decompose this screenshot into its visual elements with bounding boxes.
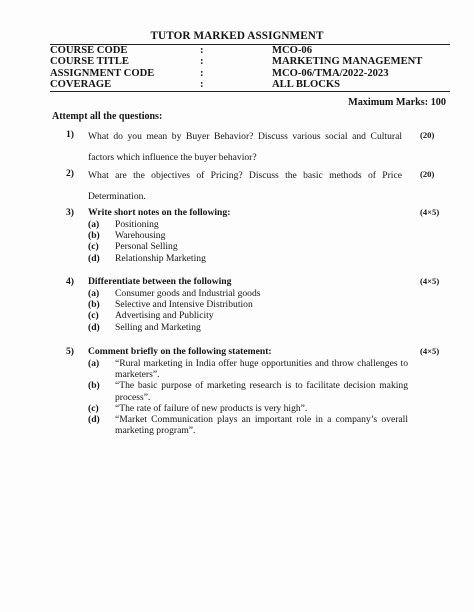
sub-question bbox=[88, 310, 408, 321]
question-heading: Write short notes on the following: bbox=[88, 207, 231, 218]
sub-text: Relationship Marketing bbox=[115, 252, 206, 264]
info-row-course-title bbox=[50, 56, 450, 67]
document-title: TUTOR MARKED ASSIGNMENT bbox=[150, 30, 324, 42]
sub-text: Selective and Intensive Distribution bbox=[115, 299, 253, 311]
info-value: MCO-06 bbox=[272, 45, 313, 56]
sub-label: (a) bbox=[88, 288, 100, 299]
sub-question bbox=[88, 322, 408, 333]
maximum-marks: Maximum Marks: 100 bbox=[348, 97, 446, 108]
sub-text: Positioning bbox=[115, 219, 159, 230]
sub-label: (c) bbox=[88, 310, 99, 322]
sub-text: “Market Communication plays an important role in a company’s overall marketing program”. bbox=[115, 414, 408, 437]
sub-text: Warehousing bbox=[115, 230, 166, 242]
info-row-coverage bbox=[50, 79, 450, 90]
info-value: MCO-06/TMA/2022-2023 bbox=[272, 67, 389, 79]
sub-question-list bbox=[88, 219, 408, 264]
sub-text: Advertising and Publicity bbox=[115, 310, 214, 322]
sub-question bbox=[88, 358, 408, 380]
question-number: 3) bbox=[66, 207, 74, 218]
sub-label: (b) bbox=[88, 230, 100, 242]
sub-text: “The basic purpose of marketing research is to facilitate decision making process”. bbox=[115, 380, 408, 403]
question-number: 4) bbox=[66, 276, 74, 287]
sub-question bbox=[88, 241, 408, 252]
question-text: What are the objectives of Pricing? Discuss the basic methods of Price Determination. bbox=[88, 170, 402, 202]
sub-question bbox=[88, 219, 408, 230]
sub-label: (c) bbox=[88, 402, 99, 414]
sub-label: (a) bbox=[88, 219, 100, 230]
info-key: COVERAGE bbox=[50, 79, 112, 91]
instruction: Attempt all the questions: bbox=[52, 111, 163, 122]
question-marks: (20) bbox=[420, 130, 435, 140]
info-value: MARKETING MANAGEMENT bbox=[272, 56, 423, 68]
sub-question bbox=[88, 414, 408, 436]
sub-question-list bbox=[88, 358, 408, 436]
sub-question bbox=[88, 253, 408, 264]
question-number: 1) bbox=[66, 129, 74, 140]
sub-question bbox=[88, 299, 408, 310]
sub-label: (a) bbox=[88, 358, 100, 369]
question-heading: Comment briefly on the following statement: bbox=[88, 346, 272, 357]
info-row-assignment-code bbox=[50, 68, 450, 79]
info-key: COURSE CODE bbox=[50, 45, 128, 56]
sub-label: (d) bbox=[88, 321, 100, 333]
sub-question bbox=[88, 380, 408, 402]
sub-label: (b) bbox=[88, 380, 100, 392]
sub-label: (d) bbox=[88, 252, 100, 264]
info-colon: : bbox=[200, 56, 204, 68]
sub-label: (d) bbox=[88, 414, 100, 426]
question-heading: Differentiate between the following bbox=[88, 276, 232, 287]
sub-question-list bbox=[88, 288, 408, 333]
sub-text: Consumer goods and Industrial goods bbox=[115, 288, 261, 299]
sub-label: (c) bbox=[88, 241, 99, 253]
info-colon: : bbox=[200, 79, 204, 91]
question-number: 5) bbox=[66, 346, 74, 357]
sub-question bbox=[88, 403, 408, 414]
sub-label: (b) bbox=[88, 299, 100, 311]
info-colon: : bbox=[200, 45, 204, 56]
sub-text: Personal Selling bbox=[115, 241, 178, 253]
sub-text: “The rate of failure of new products is very high”. bbox=[115, 402, 308, 414]
info-value: ALL BLOCKS bbox=[272, 79, 341, 91]
sub-question bbox=[88, 230, 408, 241]
question-marks: (20) bbox=[420, 169, 435, 179]
course-info-table bbox=[50, 44, 450, 92]
question-text: What do you mean by Buyer Behavior? Discuss various social and Cultural factors which influence the buyer behavior? bbox=[88, 131, 402, 163]
question-marks: (4×5) bbox=[420, 346, 440, 356]
question-marks: (4×5) bbox=[420, 207, 440, 217]
sub-text: Selling and Marketing bbox=[115, 321, 201, 333]
question-number: 2) bbox=[66, 168, 74, 179]
info-key: ASSIGNMENT CODE bbox=[50, 67, 155, 79]
info-colon: : bbox=[200, 67, 204, 79]
question-marks: (4×5) bbox=[420, 276, 440, 286]
sub-text: “Rural marketing in India offer huge opportunities and throw challenges to marketers”. bbox=[115, 358, 408, 381]
sub-question bbox=[88, 288, 408, 299]
info-row-course-code bbox=[50, 45, 450, 56]
info-key: COURSE TITLE bbox=[50, 56, 129, 68]
